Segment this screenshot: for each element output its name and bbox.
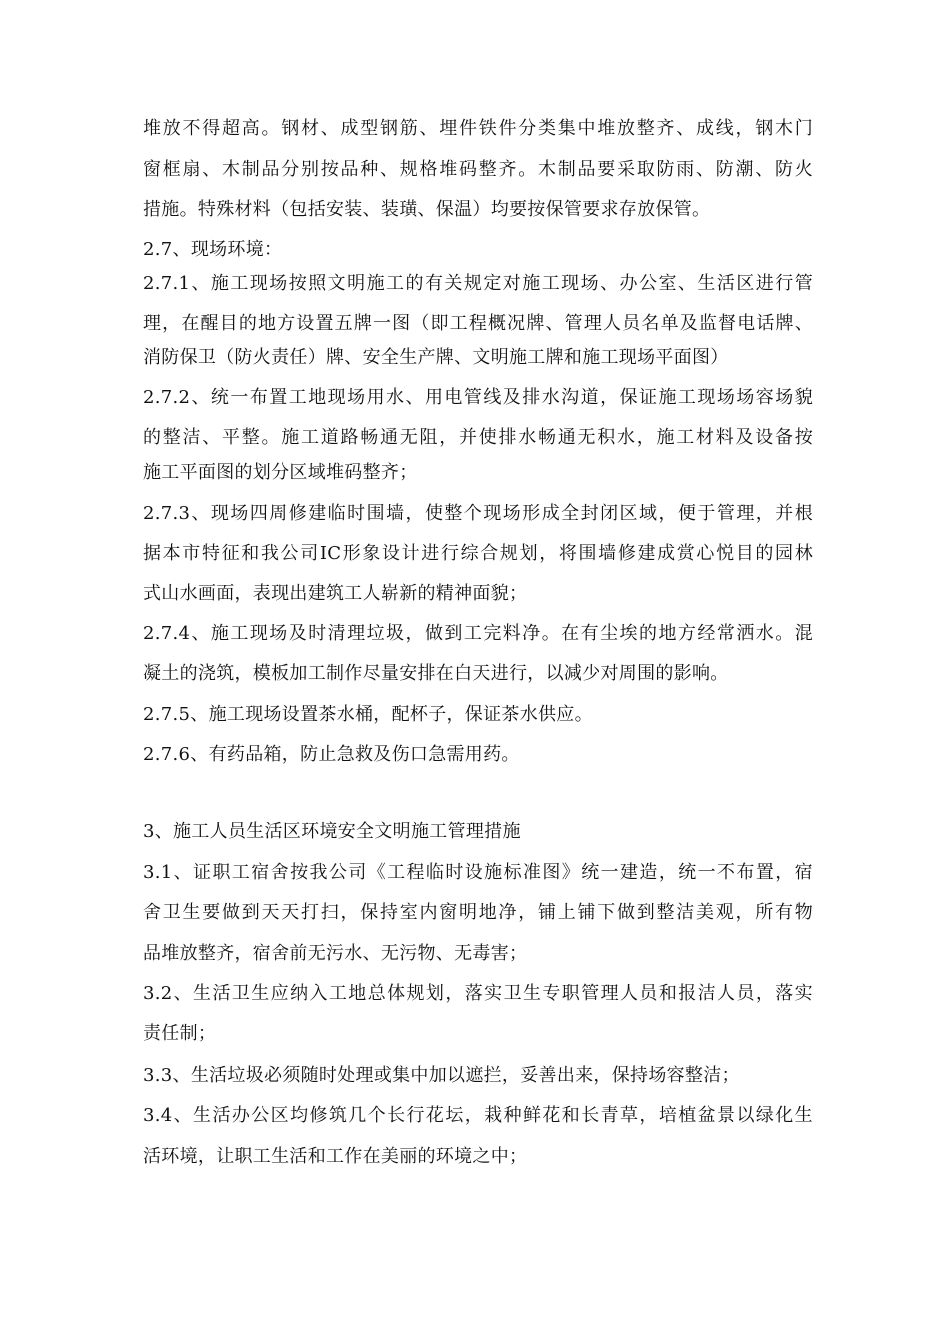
- text-line: 活环境，让职工生活和工作在美丽的环境之中；: [143, 1146, 528, 1167]
- text-line: 3.4、生活办公区均修筑几个长行花坛，栽种鲜花和长青草，培植盆景以绿化生: [143, 1105, 813, 1126]
- text-line: 2.7.3、现场四周修建临时围墙，使整个现场形成全封闭区域，便于管理，并根: [143, 503, 813, 524]
- text-line: 舍卫生要做到天天打扫，保持室内窗明地净，铺上铺下做到整洁美观，所有物: [143, 902, 813, 923]
- text-line: 3.1、证职工宿舍按我公司《工程临时设施标准图》统一建造，统一不布置，宿: [143, 862, 813, 883]
- text-line: 2.7.5、施工现场设置茶水桶，配杯子，保证茶水供应。: [143, 704, 593, 725]
- text-line: 窗框扇、木制品分别按品种、规格堆码整齐。木制品要采取防雨、防潮、防火: [143, 159, 813, 180]
- text-line: 2.7.6、有药品箱，防止急救及伤口急需用药。: [143, 744, 520, 765]
- text-line: 施工平面图的划分区域堆码整齐；: [143, 462, 418, 483]
- text-line: 理，在醒目的地方设置五牌一图（即工程概况牌、管理人员名单及监督电话牌、: [143, 313, 813, 334]
- section-heading: 3、施工人员生活区环境安全文明施工管理措施: [143, 821, 521, 842]
- section-heading: 2.7、现场环境：: [143, 239, 283, 260]
- text-line: 消防保卫（防火责任）牌、安全生产牌、文明施工牌和施工现场平面图）: [143, 347, 729, 368]
- text-line: 责任制；: [143, 1023, 217, 1044]
- text-line: 3.3、生活垃圾必须随时处理或集中加以遮拦，妥善出来，保持场容整洁；: [143, 1065, 740, 1086]
- text-line: 品堆放整齐，宿舍前无污水、无污物、无毒害；: [143, 943, 528, 964]
- text-line: 2.7.4、施工现场及时清理垃圾，做到工完料净。在有尘埃的地方经常洒水。混: [143, 623, 813, 644]
- text-line: 3.2、生活卫生应纳入工地总体规划，落实卫生专职管理人员和报洁人员，落实: [143, 983, 813, 1004]
- text-line: 措施。特殊材料（包括安装、装璜、保温）均要按保管要求存放保管。: [143, 199, 711, 220]
- text-line: 的整洁、平整。施工道路畅通无阻，并使排水畅通无积水，施工材料及设备按: [143, 427, 813, 448]
- text-line: 凝土的浇筑，模板加工制作尽量安排在白天进行，以减少对周围的影响。: [143, 663, 729, 684]
- text-line: 据本市特征和我公司IC形象设计进行综合规划，将围墙修建成赏心悦目的园林: [143, 543, 813, 564]
- text-line: 2.7.2、统一布置工地现场用水、用电管线及排水沟道，保证施工现场场容场貌: [143, 387, 813, 408]
- text-line: 式山水画面，表现出建筑工人崭新的精神面貌；: [143, 583, 528, 604]
- text-line: 2.7.1、施工现场按照文明施工的有关规定对施工现场、办公室、生活区进行管: [143, 273, 813, 294]
- text-line: 堆放不得超高。钢材、成型钢筋、埋件铁件分类集中堆放整齐、成线，钢木门: [143, 118, 813, 139]
